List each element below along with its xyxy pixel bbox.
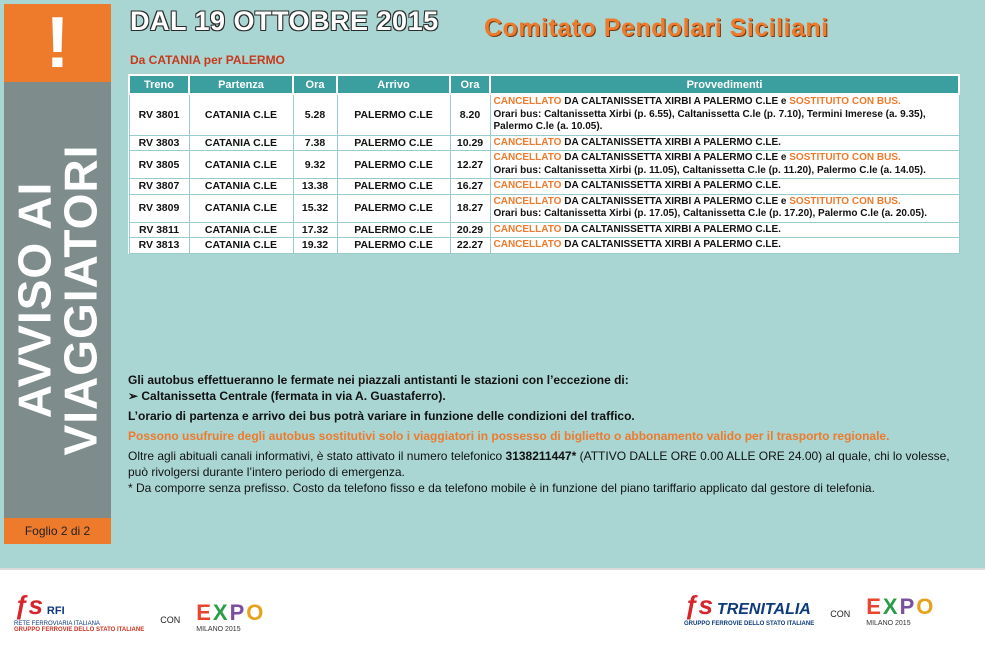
- table-row: [129, 222, 959, 238]
- page-indicator: Foglio 2 di 2: [4, 518, 111, 544]
- col-header-ora-arrivo: Ora: [450, 75, 490, 94]
- footer-right-logos: [684, 590, 933, 627]
- col-header-partenza: Partenza: [189, 75, 293, 94]
- vertical-line-1: AVVISO AI: [8, 181, 61, 419]
- cancel-label: CANCELLATO: [493, 136, 562, 148]
- ora-arrivo-cell: 18.27: [450, 194, 490, 222]
- treno-cell: RV 3805: [129, 151, 189, 179]
- ora-arrivo-cell: 16.27: [450, 179, 490, 195]
- stops-exception: ➢ Caltanissetta Centrale (fermata in via A. Guastaferro).: [128, 389, 446, 403]
- provvedimenti-cell: [490, 151, 959, 179]
- fs-logo-icon: ƒs: [14, 590, 43, 620]
- route-text: DA CALTANISSETTA XIRBI A PALERMO C.LE.: [561, 239, 781, 250]
- route-text: DA CALTANISSETTA XIRBI A PALERMO C.LE.: [561, 136, 781, 148]
- table-row: [129, 238, 959, 254]
- table-row: [129, 194, 959, 222]
- table-row: [129, 94, 959, 135]
- provvedimenti-cell: [490, 194, 959, 222]
- provvedimenti-cell: [490, 222, 959, 238]
- treno-cell: RV 3811: [129, 222, 189, 238]
- ora-partenza-cell: 19.32: [293, 238, 337, 254]
- cancel-label: CANCELLATO: [493, 239, 562, 250]
- provvedimenti-cell: [490, 94, 959, 135]
- ora-partenza-cell: 9.32: [293, 151, 337, 179]
- vertical-line-2: VIAGGIATORI: [54, 144, 107, 456]
- ora-partenza-cell: 7.38: [293, 135, 337, 151]
- bus-times: Orari bus: Caltanissetta Xirbi (p. 11.05), Caltanissetta C.le (p. 11.20), Palermo C.le (a. 14.05).: [493, 164, 926, 176]
- ora-partenza-cell: 17.32: [293, 222, 337, 238]
- partenza-cell: CATANIA C.LE: [189, 194, 293, 222]
- substitute-label: SOSTITUITO CON BUS.: [789, 96, 901, 107]
- treno-cell: RV 3801: [129, 94, 189, 135]
- ora-partenza-cell: 13.38: [293, 179, 337, 195]
- partenza-cell: CATANIA C.LE: [189, 94, 293, 135]
- exclamation-mark: !: [45, 3, 70, 83]
- bus-times: Orari bus: Caltanissetta Xirbi (p. 6.55), Caltanissetta C.le (p. 7.10), Termini Imerese (a. 9.35), Palermo C.le (a. 10.05).: [493, 108, 926, 132]
- partenza-cell: CATANIA C.LE: [189, 238, 293, 254]
- ora-partenza-cell: 15.32: [293, 194, 337, 222]
- arrivo-cell: PALERMO C.LE: [337, 135, 450, 151]
- cancel-label: CANCELLATO: [493, 180, 562, 191]
- footnote: * Da comporre senza prefisso. Costo da telefono fisso e da telefono mobile è in funzione del piano tariffario applicato dal gestore di telefonia.: [128, 481, 875, 495]
- col-header-treno: Treno: [129, 75, 189, 94]
- route-text: DA CALTANISSETTA XIRBI A PALERMO C.LE e: [561, 195, 790, 207]
- substitute-label: SOSTITUITO CON BUS.: [789, 152, 901, 163]
- treno-cell: RV 3803: [129, 135, 189, 151]
- cancel-label: CANCELLATO: [493, 152, 562, 163]
- trenitalia-logo: ƒs TRENITALIA GRUPPO FERROVIE DELLO STATO ITALIANE: [684, 590, 815, 627]
- table-row: [129, 179, 959, 195]
- ora-arrivo-cell: 10.29: [450, 135, 490, 151]
- substitute-label: SOSTITUITO CON BUS.: [789, 195, 901, 207]
- route-subtitle: Da CATANIA per PALERMO: [130, 53, 285, 67]
- schedule-table: [128, 74, 960, 254]
- table-header-row: [129, 75, 959, 94]
- arrivo-cell: PALERMO C.LE: [337, 222, 450, 238]
- ora-arrivo-cell: 12.27: [450, 151, 490, 179]
- ora-arrivo-cell: 8.20: [450, 94, 490, 135]
- provvedimenti-cell: [490, 179, 959, 195]
- expo-logo-right: E X P O MILANO 2015: [866, 594, 934, 627]
- phone-note: Oltre agli abituali canali informativi, è stato attivato il numero telefonico 3138211447* (ATTIVO DALLE ORE 0.00 ALLE ORE 24.00) al quale, chi lo volesse, può rivolgersi durante l’intero periodo di emergenza.: [128, 449, 950, 479]
- col-header-provvedimenti: Provvedimenti: [490, 75, 959, 94]
- route-text: DA CALTANISSETTA XIRBI A PALERMO C.LE.: [561, 180, 781, 191]
- footer-left-logos: [14, 590, 263, 633]
- rfi-logo: ƒs RFI RETE FERROVIARIA ITALIANA GRUPPO FERROVIE DELLO STATO ITALIANE: [14, 590, 145, 633]
- cancel-label: CANCELLATO: [493, 195, 562, 207]
- vertical-banner: [4, 90, 111, 510]
- provvedimenti-cell: [490, 135, 959, 151]
- arrivo-cell: PALERMO C.LE: [337, 151, 450, 179]
- cancel-label: CANCELLATO: [493, 96, 562, 107]
- cancel-label: CANCELLATO: [493, 223, 562, 235]
- arrivo-cell: PALERMO C.LE: [337, 179, 450, 195]
- bus-times: Orari bus: Caltanissetta Xirbi (p. 17.05), Caltanissetta C.le (p. 17.20), Palermo C.le (a. 20.05).: [493, 208, 927, 219]
- table-row: [129, 135, 959, 151]
- ora-partenza-cell: 5.28: [293, 94, 337, 135]
- stops-intro: Gli autobus effettueranno le fermate nei piazzali antistanti le stazioni con l’eccezione di: ➢ Caltanissetta Centrale (fermata in via A. Guastaferro).: [128, 373, 629, 403]
- partenza-cell: CATANIA C.LE: [189, 222, 293, 238]
- ora-arrivo-cell: 22.27: [450, 238, 490, 254]
- ora-arrivo-cell: 20.29: [450, 222, 490, 238]
- page-title: DAL 19 OTTOBRE 2015: [130, 6, 439, 36]
- treno-cell: RV 3813: [129, 238, 189, 254]
- partenza-cell: CATANIA C.LE: [189, 151, 293, 179]
- treno-cell: RV 3807: [129, 179, 189, 195]
- col-header-arrivo: Arrivo: [337, 75, 450, 94]
- route-text: DA CALTANISSETTA XIRBI A PALERMO C.LE e: [561, 152, 790, 163]
- route-text: DA CALTANISSETTA XIRBI A PALERMO C.LE e: [561, 96, 790, 107]
- con-label-right: CON: [830, 609, 851, 619]
- phone-number: 3138211447*: [505, 449, 577, 463]
- arrivo-cell: PALERMO C.LE: [337, 94, 450, 135]
- partenza-cell: CATANIA C.LE: [189, 179, 293, 195]
- route-text: DA CALTANISSETTA XIRBI A PALERMO C.LE.: [561, 223, 781, 235]
- col-header-ora-partenza: Ora: [293, 75, 337, 94]
- con-label-left: CON: [160, 615, 181, 625]
- ticket-note: Possono usufruire degli autobus sostitutivi solo i viaggiatori in possesso di biglietto o abbonamento valido per il trasporto regionale.: [128, 429, 890, 443]
- committee-name: Comitato Pendolari Siciliani: [484, 14, 829, 42]
- footer-divider: [0, 568, 985, 570]
- table-row: [129, 151, 959, 179]
- provvedimenti-cell: [490, 238, 959, 254]
- arrivo-cell: PALERMO C.LE: [337, 194, 450, 222]
- notes-section: [128, 372, 960, 500]
- arrivo-cell: PALERMO C.LE: [337, 238, 450, 254]
- treno-cell: RV 3809: [129, 194, 189, 222]
- partenza-cell: CATANIA C.LE: [189, 135, 293, 151]
- fs-logo-icon: ƒs: [684, 590, 713, 620]
- expo-logo-left: E X P O MILANO 2015: [196, 600, 264, 633]
- traffic-note: L’orario di partenza e arrivo dei bus potrà variare in funzione delle condizioni del traffico.: [128, 409, 635, 423]
- warning-icon: [4, 4, 111, 82]
